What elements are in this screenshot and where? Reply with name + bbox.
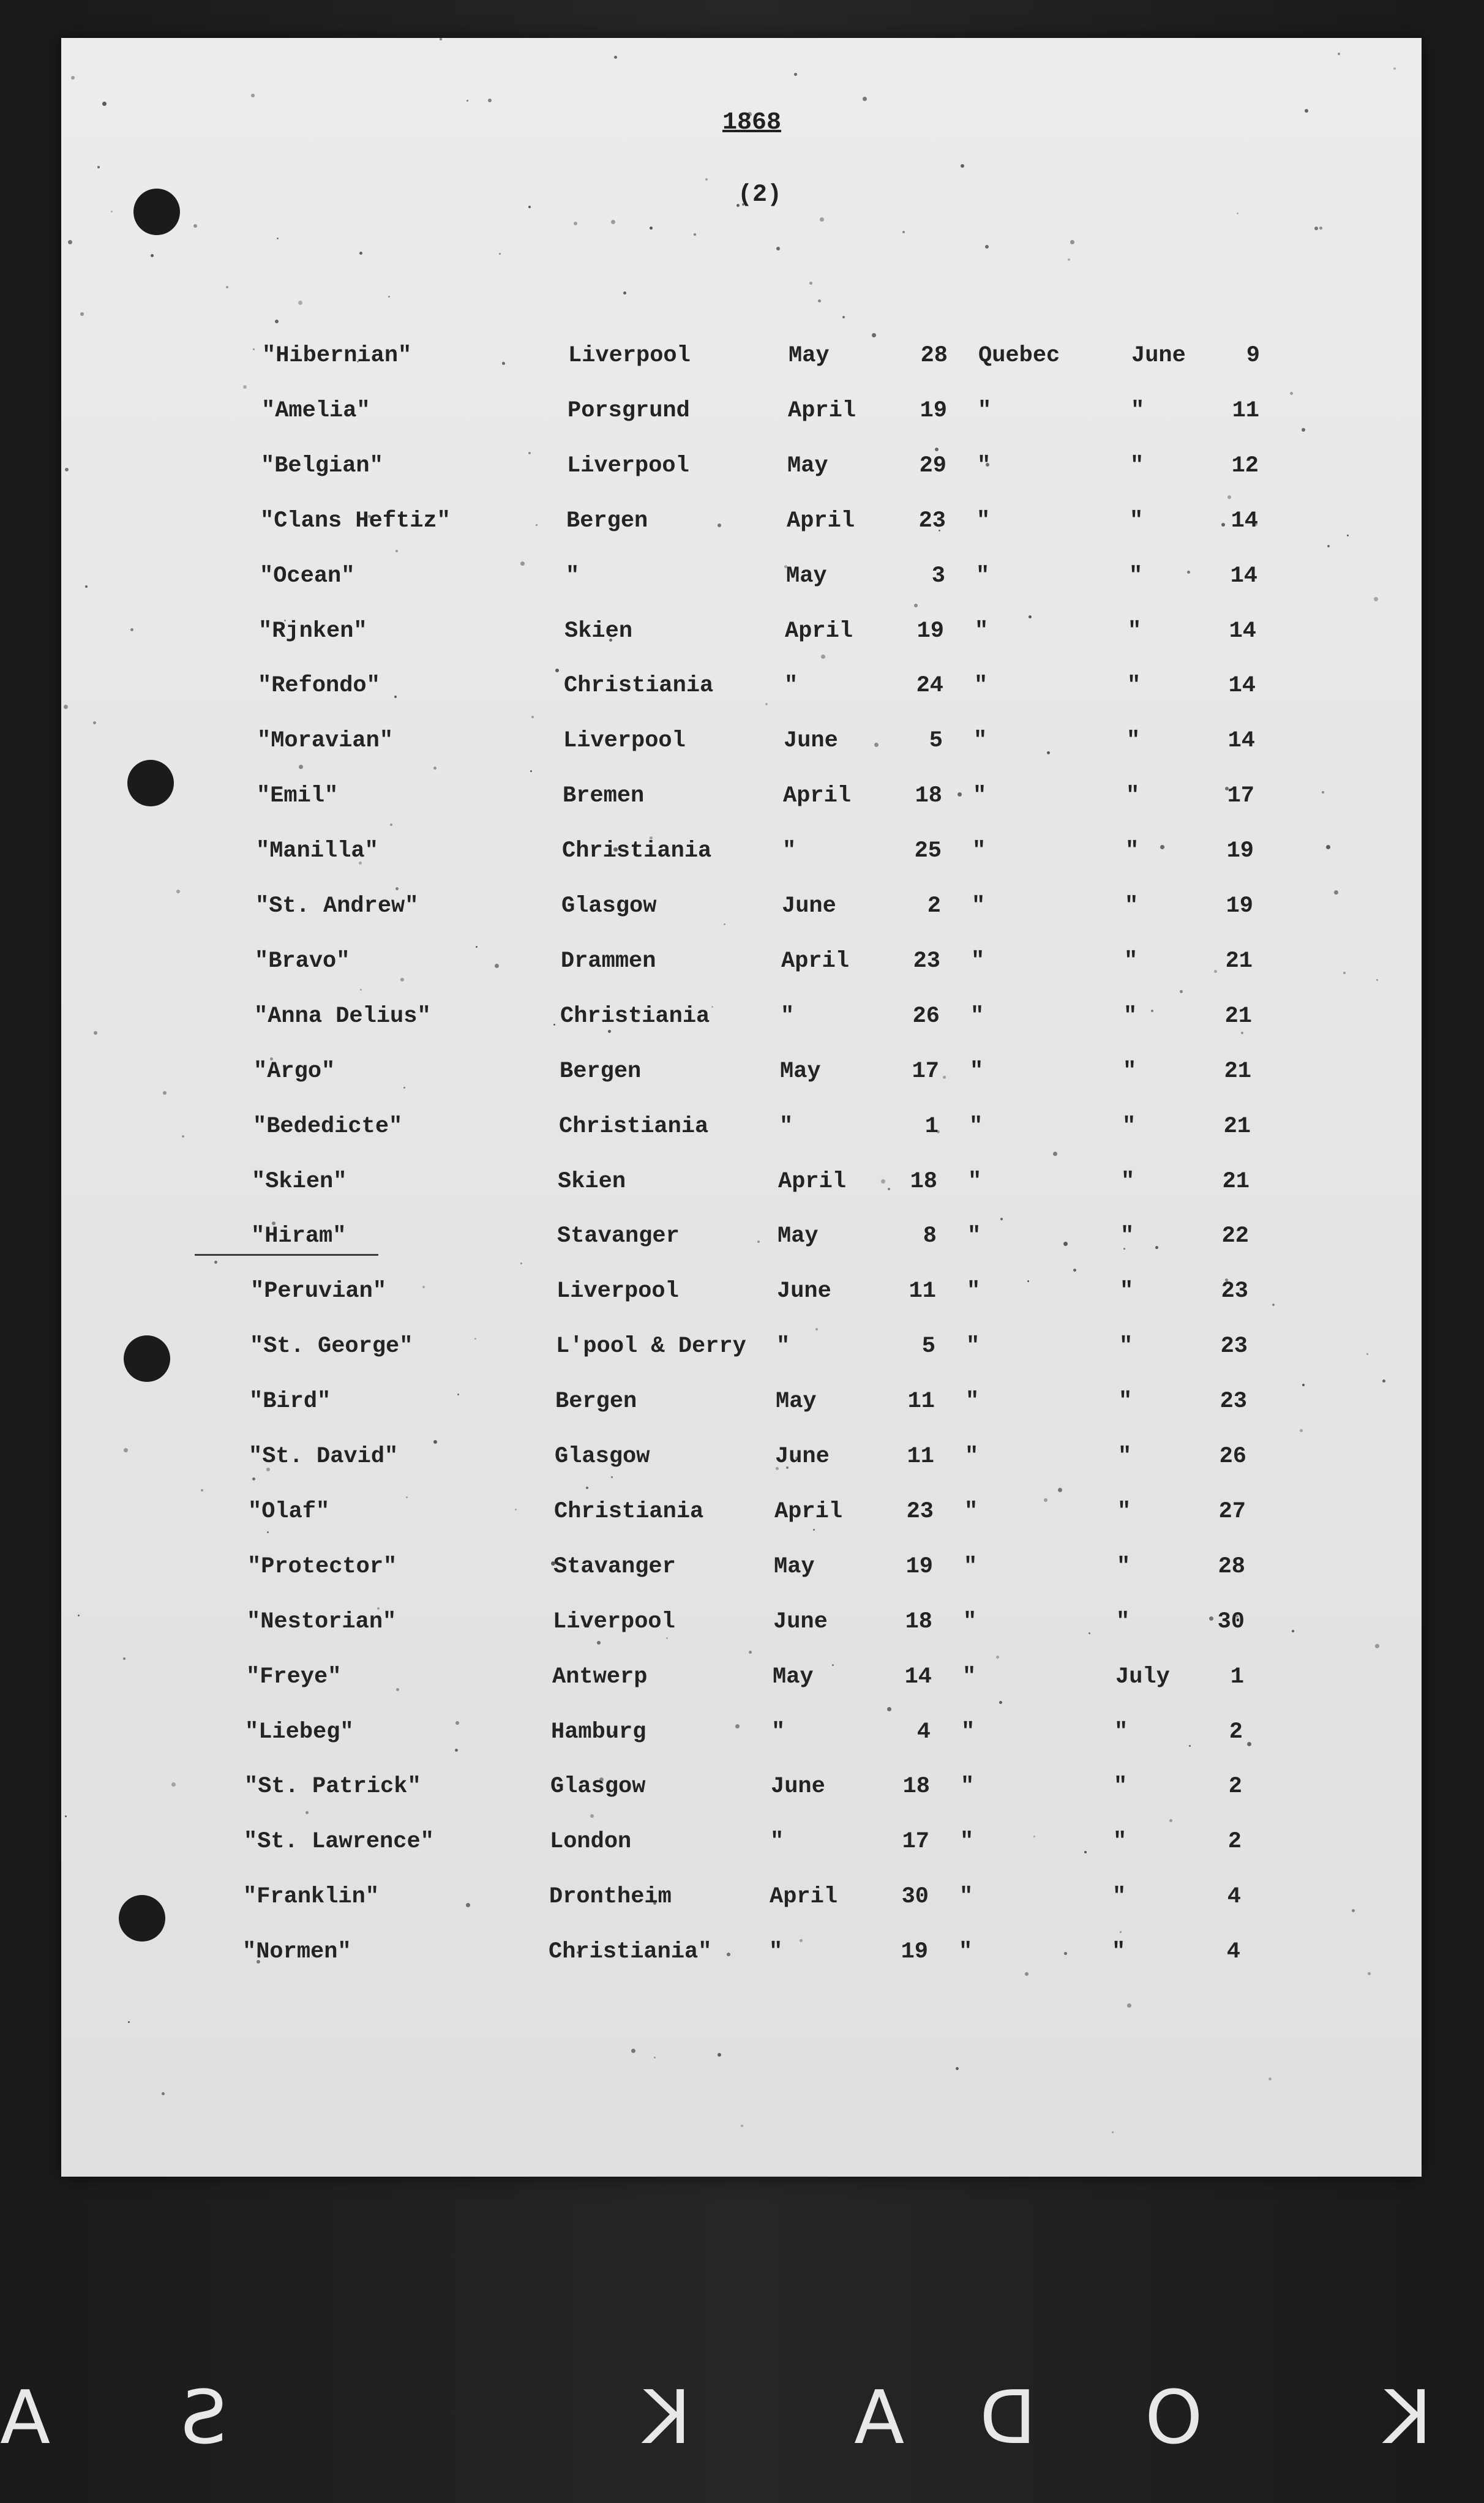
- departure-month: April: [783, 783, 852, 809]
- departure-day: 30: [901, 1884, 929, 1910]
- ship-name: "Skien": [252, 1169, 347, 1195]
- departure-month: May: [780, 1059, 821, 1084]
- ship-name: "Hiram": [251, 1223, 347, 1249]
- departure-port: Liverpool: [567, 453, 689, 479]
- destination: ": [966, 1334, 980, 1359]
- departure-day: 19: [905, 1554, 933, 1580]
- arrival-month: ": [1122, 1114, 1136, 1139]
- departure-day: 28: [920, 343, 948, 369]
- table-row: [260, 508, 1301, 545]
- table-row: [252, 1169, 1292, 1206]
- arrival-day: 26: [1219, 1444, 1246, 1469]
- departure-day: 18: [905, 1609, 932, 1635]
- table-row: [243, 1884, 1284, 1921]
- film-edge-letter: K: [643, 2376, 691, 2461]
- departure-port: Bergen: [566, 508, 648, 534]
- departure-day: 26: [912, 1004, 940, 1029]
- arrival-day: 14: [1228, 673, 1256, 699]
- film-edge-letter: S: [181, 2376, 228, 2461]
- departure-day: 23: [906, 1499, 934, 1525]
- arrival-month: ": [1114, 1719, 1128, 1745]
- arrival-month: ": [1129, 563, 1143, 589]
- departure-port: Glasgow: [555, 1444, 650, 1469]
- departure-day: 23: [913, 948, 940, 974]
- departure-port: Glasgow: [550, 1774, 646, 1799]
- table-row: [249, 1444, 1289, 1480]
- ship-name: "Belgian": [261, 453, 383, 479]
- table-row: [245, 1719, 1286, 1756]
- ship-name: "Refondo": [258, 673, 380, 699]
- destination: ": [959, 1884, 973, 1910]
- table-row: [247, 1554, 1288, 1591]
- departure-day: 5: [921, 1334, 935, 1359]
- arrival-day: 21: [1225, 948, 1253, 974]
- table-row: [250, 1278, 1291, 1315]
- departure-month: June: [782, 893, 836, 919]
- ship-name: "Peruvian": [250, 1278, 387, 1304]
- arrival-day: 23: [1220, 1334, 1248, 1359]
- destination: ": [976, 563, 990, 589]
- departure-day: 14: [904, 1664, 932, 1690]
- arrival-month: ": [1117, 1499, 1131, 1525]
- departure-day: 4: [916, 1719, 931, 1745]
- film-edge-letter: K: [1384, 2376, 1432, 2461]
- ship-name: "Rjnken": [258, 618, 367, 644]
- destination: ": [964, 1499, 978, 1525]
- arrival-month: ": [1114, 1774, 1128, 1799]
- departure-port: Stavanger: [557, 1223, 680, 1249]
- destination: ": [974, 673, 988, 699]
- departure-month: ": [779, 1114, 793, 1139]
- destination: ": [972, 893, 986, 919]
- ship-name: "Olaf": [248, 1499, 330, 1525]
- departure-port: Christiania: [562, 838, 712, 864]
- table-row: [258, 673, 1298, 710]
- table-row: [255, 893, 1296, 930]
- departure-day: 11: [907, 1444, 934, 1469]
- table-row: [253, 1114, 1294, 1150]
- departure-day: 11: [909, 1278, 936, 1304]
- arrival-day: 30: [1217, 1609, 1245, 1635]
- departure-port: Bergen: [560, 1059, 642, 1084]
- arrival-month: ": [1124, 948, 1138, 974]
- departure-port: Christiania": [549, 1939, 712, 1965]
- arrival-day: 14: [1227, 728, 1255, 754]
- arrival-month: ": [1123, 1059, 1137, 1084]
- departure-day: 19: [901, 1939, 928, 1965]
- departure-port: London: [550, 1829, 632, 1855]
- arrival-month: ": [1125, 893, 1139, 919]
- table-row: [246, 1664, 1287, 1701]
- departure-month: May: [774, 1554, 815, 1580]
- table-row: [254, 1004, 1295, 1040]
- ship-name: "Manilla": [256, 838, 378, 864]
- table-row: [256, 838, 1297, 875]
- departure-day: 11: [907, 1389, 935, 1414]
- arrival-day: 2: [1228, 1774, 1242, 1799]
- departure-month: ": [781, 1004, 795, 1029]
- departure-port: Porsgrund: [568, 398, 690, 424]
- arrival-day: 21: [1223, 1114, 1251, 1139]
- departure-day: 19: [920, 398, 947, 424]
- arrival-month: ": [1112, 1884, 1126, 1910]
- departure-month: May: [776, 1389, 817, 1414]
- destination: ": [965, 1389, 980, 1414]
- departure-port: Liverpool: [568, 343, 691, 369]
- departure-port: ": [566, 563, 580, 589]
- departure-day: 5: [929, 728, 943, 754]
- table-row: [253, 1059, 1294, 1095]
- arrival-day: 9: [1246, 343, 1260, 369]
- departure-port: Glasgow: [561, 893, 657, 919]
- film-edge-marking: [0, 2376, 1484, 2461]
- departure-month: May: [773, 1664, 814, 1690]
- table-row: [242, 1939, 1283, 1976]
- ship-name: "Moravian": [257, 728, 394, 754]
- destination: ": [970, 1059, 984, 1084]
- arrival-month: ": [1126, 783, 1140, 809]
- departure-day: 1: [924, 1114, 939, 1139]
- destination: ": [960, 1829, 974, 1855]
- departure-day: 2: [927, 893, 941, 919]
- arrival-month: ": [1121, 1169, 1135, 1195]
- ship-name: "Bededicte": [253, 1114, 403, 1139]
- table-row: [244, 1774, 1285, 1811]
- departure-day: 18: [915, 783, 942, 809]
- destination: ": [973, 783, 987, 809]
- departure-month: June: [773, 1609, 828, 1635]
- arrival-month: ": [1120, 1223, 1134, 1249]
- destination: ": [959, 1939, 973, 1965]
- table-row: [257, 728, 1298, 765]
- film-edge-letter: A: [0, 2376, 51, 2461]
- arrival-month: ": [1131, 398, 1145, 424]
- arrival-day: 17: [1227, 783, 1254, 809]
- arrival-day: 4: [1226, 1939, 1240, 1965]
- ship-name: "Normen": [242, 1939, 351, 1965]
- departure-port: Drontheim: [549, 1884, 672, 1910]
- arrival-month: ": [1117, 1554, 1131, 1580]
- departure-port: Drammen: [561, 948, 656, 974]
- departure-month: June: [777, 1278, 831, 1304]
- departure-day: 25: [914, 838, 942, 864]
- table-row: [244, 1829, 1284, 1866]
- ship-name: "Franklin": [243, 1884, 380, 1910]
- table-row: [249, 1389, 1290, 1425]
- departure-month: April: [778, 1169, 847, 1195]
- departure-day: 17: [902, 1829, 929, 1855]
- arrival-month: ": [1128, 618, 1142, 644]
- destination: ": [961, 1774, 975, 1799]
- destination: Quebec: [978, 343, 1060, 369]
- arrival-day: 2: [1227, 1829, 1242, 1855]
- departure-day: 18: [910, 1169, 937, 1195]
- departure-month: April: [785, 618, 853, 644]
- departure-port: Hamburg: [551, 1719, 646, 1745]
- arrival-month: ": [1125, 838, 1139, 864]
- table-row: [258, 618, 1299, 655]
- destination: ": [963, 1609, 977, 1635]
- arrival-month: ": [1116, 1609, 1130, 1635]
- ship-name: "Liebeg": [245, 1719, 354, 1745]
- destination: ": [967, 1278, 981, 1304]
- destination: ": [973, 728, 987, 754]
- departure-month: April: [787, 508, 855, 534]
- destination: ": [971, 948, 985, 974]
- ship-name: "Freye": [246, 1664, 342, 1690]
- ship-name: "Bravo": [255, 948, 350, 974]
- arrival-day: 19: [1226, 838, 1254, 864]
- departure-month: May: [786, 563, 827, 589]
- arrival-month: ": [1118, 1444, 1132, 1469]
- arrival-day: 23: [1220, 1389, 1247, 1414]
- departure-month: April: [774, 1499, 843, 1525]
- departure-month: June: [771, 1774, 825, 1799]
- table-row: [251, 1223, 1292, 1260]
- departure-port: Christiania: [560, 1004, 710, 1029]
- arrival-month: ": [1119, 1334, 1133, 1359]
- ship-name: "Emil": [257, 783, 339, 809]
- ship-name: "Clans Heftiz": [260, 508, 451, 534]
- departure-port: Skien: [564, 618, 633, 644]
- ship-name: "Protector": [247, 1554, 397, 1580]
- departure-month: ": [770, 1829, 784, 1855]
- arrival-month: ": [1126, 728, 1141, 754]
- departure-port: Skien: [558, 1169, 626, 1195]
- destination: ": [978, 398, 992, 424]
- departure-port: Liverpool: [563, 728, 686, 754]
- table-row: [262, 343, 1303, 380]
- departure-port: L'pool & Derry: [556, 1334, 746, 1359]
- departure-day: 18: [902, 1774, 930, 1799]
- destination: ": [967, 1223, 981, 1249]
- arrival-month: ": [1123, 1004, 1137, 1029]
- arrival-day: 27: [1218, 1499, 1246, 1525]
- ship-name: "St. Lawrence": [244, 1829, 434, 1855]
- ship-name: "Bird": [249, 1389, 331, 1414]
- departure-month: June: [784, 728, 838, 754]
- departure-day: 29: [919, 453, 946, 479]
- arrival-day: 21: [1222, 1169, 1250, 1195]
- destination: ": [976, 508, 991, 534]
- destination: ": [968, 1169, 982, 1195]
- arrival-day: 21: [1224, 1059, 1251, 1084]
- arrival-day: 1: [1230, 1664, 1244, 1690]
- departure-port: Bremen: [563, 783, 645, 809]
- destination: ": [977, 453, 991, 479]
- destination: ": [970, 1004, 984, 1029]
- departure-month: ": [771, 1719, 785, 1745]
- ship-name: "St. Patrick": [244, 1774, 421, 1799]
- departure-port: Antwerp: [552, 1664, 648, 1690]
- ship-name: "Hibernian": [262, 343, 412, 369]
- ship-name: "St. Andrew": [255, 893, 419, 919]
- destination: ": [964, 1554, 978, 1580]
- departure-month: May: [778, 1223, 819, 1249]
- departure-month: April: [788, 398, 856, 424]
- departure-port: Bergen: [555, 1389, 637, 1414]
- destination: ": [975, 618, 989, 644]
- ship-name: "Nestorian": [247, 1609, 397, 1635]
- arrival-month: June: [1131, 343, 1186, 369]
- arrival-month: ": [1119, 1389, 1133, 1414]
- departure-port: Stavanger: [553, 1554, 676, 1580]
- table-row: [255, 948, 1295, 985]
- departure-month: ": [776, 1334, 790, 1359]
- page-number: (2): [738, 181, 782, 209]
- departure-month: ": [769, 1939, 783, 1965]
- departure-month: ": [784, 673, 798, 699]
- destination: ": [962, 1664, 976, 1690]
- departure-month: April: [781, 948, 850, 974]
- departure-month: June: [775, 1444, 830, 1469]
- table-row: [248, 1499, 1289, 1536]
- page-year: 1868: [722, 109, 782, 137]
- arrival-month: ": [1130, 508, 1144, 534]
- ship-name: "St. David": [249, 1444, 399, 1469]
- arrival-month: ": [1120, 1278, 1134, 1304]
- departure-day: 8: [923, 1223, 937, 1249]
- arrival-day: 19: [1226, 893, 1253, 919]
- ship-name: "Ocean": [260, 563, 355, 589]
- destination: ": [965, 1444, 979, 1469]
- table-row: [257, 783, 1297, 820]
- departure-day: 3: [931, 563, 945, 589]
- arrival-month: ": [1127, 673, 1141, 699]
- arrival-day: 12: [1231, 453, 1259, 479]
- table-row: [261, 453, 1302, 490]
- film-edge-letter: O: [1145, 2376, 1203, 2461]
- arrival-day: 23: [1221, 1278, 1248, 1304]
- ship-name: "Anna Delius": [254, 1004, 431, 1029]
- ship-name: "Argo": [253, 1059, 335, 1084]
- departure-day: 23: [918, 508, 946, 534]
- table-row: [247, 1609, 1287, 1646]
- arrival-day: 11: [1232, 398, 1259, 424]
- departure-port: Christiania: [564, 673, 714, 699]
- film-edge-letter: D: [980, 2376, 1036, 2461]
- departure-day: 17: [912, 1059, 939, 1084]
- destination: ": [972, 838, 986, 864]
- destination: ": [961, 1719, 975, 1745]
- ship-name: "St. George": [250, 1334, 413, 1359]
- film-edge-letter: A: [854, 2376, 905, 2461]
- arrival-month: ": [1130, 453, 1144, 479]
- underline-rule: [195, 1254, 378, 1256]
- ship-name: "Amelia": [261, 398, 370, 424]
- departure-month: May: [787, 453, 828, 479]
- table-row: [260, 563, 1300, 600]
- arrival-day: 28: [1218, 1554, 1245, 1580]
- departure-month: May: [789, 343, 830, 369]
- departure-port: Christiania: [559, 1114, 709, 1139]
- arrival-month: ": [1113, 1829, 1127, 1855]
- arrival-day: 21: [1224, 1004, 1252, 1029]
- arrival-day: 14: [1231, 508, 1258, 534]
- table-row: [250, 1334, 1291, 1370]
- arrival-day: 4: [1227, 1884, 1241, 1910]
- departure-day: 24: [916, 673, 943, 699]
- arrival-month: July: [1115, 1664, 1170, 1690]
- departure-month: April: [770, 1884, 838, 1910]
- arrival-day: 2: [1229, 1719, 1243, 1745]
- departure-port: Christiania: [554, 1499, 704, 1525]
- arrival-day: 14: [1229, 618, 1256, 644]
- departure-month: ": [782, 838, 796, 864]
- departure-port: Liverpool: [553, 1609, 675, 1635]
- arrival-day: 14: [1230, 563, 1257, 589]
- destination: ": [969, 1114, 983, 1139]
- departure-day: 19: [916, 618, 944, 644]
- arrival-day: 22: [1221, 1223, 1249, 1249]
- arrival-month: ": [1112, 1939, 1126, 1965]
- table-row: [261, 398, 1302, 435]
- departure-port: Liverpool: [556, 1278, 679, 1304]
